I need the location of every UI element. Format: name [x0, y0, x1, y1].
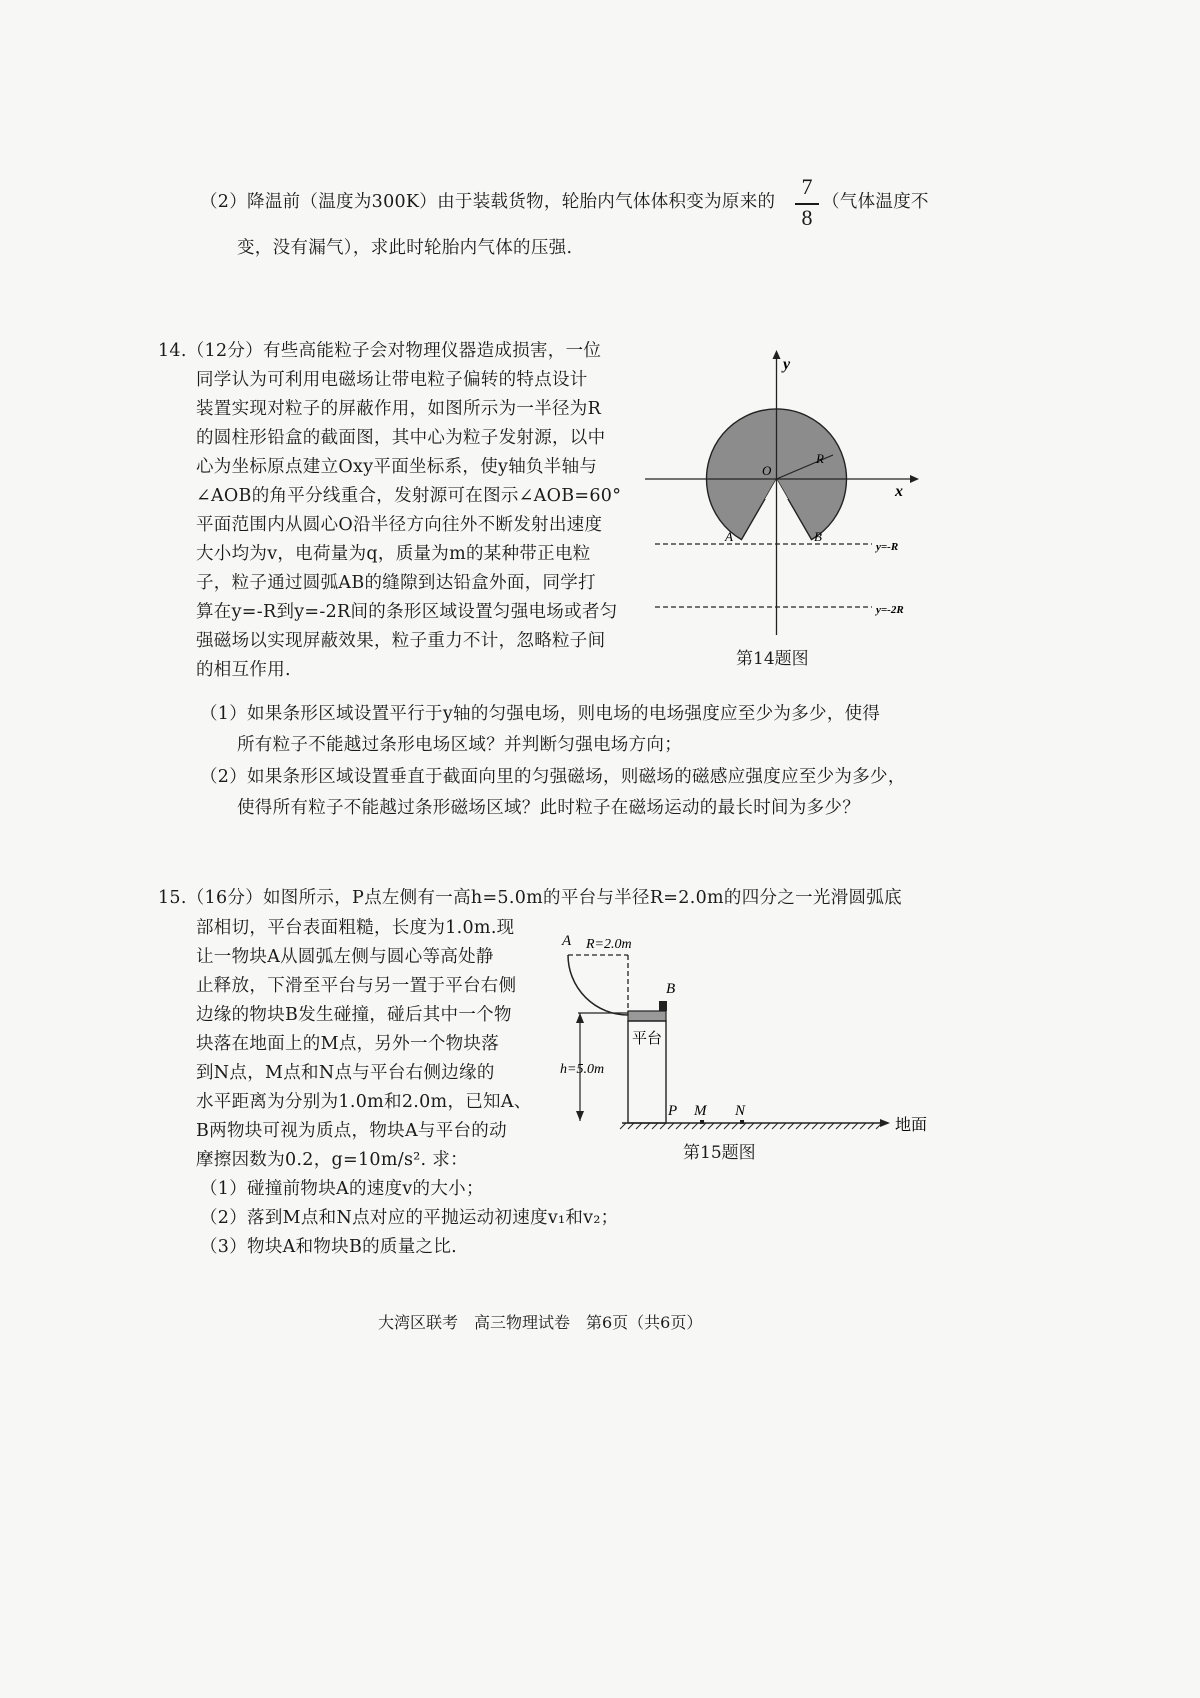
q15-line: 摩擦因数为0.2，g=10m/s². 求：: [196, 1150, 468, 1170]
q15-sub1: （1）碰撞前物块A的速度v的大小；: [200, 1179, 484, 1199]
label-a: A: [725, 529, 733, 544]
q13-part2-line1-tail: （气体温度不: [822, 192, 929, 212]
q14-sub1-line1: （1）如果条形区域设置平行于y轴的匀强电场，则电场的电场强度应至少为多少，使得: [200, 704, 881, 724]
q14-line: 心为坐标原点建立Oxy平面坐标系，使y轴负半轴与: [196, 457, 598, 477]
label-x: x: [895, 483, 903, 500]
q14-line: 强磁场以实现屏蔽效果，粒子重力不计，忽略粒子间: [196, 631, 606, 651]
q14-sub2-line1: （2）如果条形区域设置垂直于截面向里的匀强磁场，则磁场的磁感应强度应至少为多少，: [200, 767, 906, 787]
mark-m: [700, 1120, 704, 1124]
label-y-minus-r: y=-R: [876, 541, 899, 553]
q14-sub1-line2: 所有粒子不能越过条形电场区域？并判断匀强电场方向；: [237, 735, 682, 755]
page-footer: 大湾区联考 高三物理试卷 第6页（共6页）: [378, 1313, 703, 1332]
q15-line: B两物块可视为质点，物块A与平台的动: [196, 1121, 507, 1141]
q14-sub2-line2: 使得所有粒子不能越过条形磁场区域？此时粒子在磁场运动的最长时间为多少？: [237, 798, 860, 818]
q14-line: 同学认为可利用电磁场让带电粒子偏转的特点设计: [196, 370, 588, 390]
block-b: [659, 1001, 667, 1011]
q15-line: 让一物块A从圆弧左侧与圆心等高处静: [196, 947, 494, 967]
q14-line: 14.（12分）有些高能粒子会对物理仪器造成损害，一位: [158, 341, 602, 361]
label-b: B: [814, 529, 822, 544]
q13-part2-line2: 变，没有漏气），求此时轮胎内气体的压强.: [237, 238, 573, 258]
platform-rough-surface: [628, 1011, 666, 1021]
q14-line: 的相互作用.: [196, 660, 291, 680]
label-p: P: [668, 1103, 678, 1119]
label-h: h=5.0m: [560, 1062, 605, 1077]
height-arrow-bottom: [576, 1111, 584, 1121]
q14-line: 大小均为v，电荷量为q，质量为m的某种带正电粒: [196, 544, 591, 564]
label-a: A: [562, 933, 572, 949]
q15-line: 块落在地面上的M点，另外一个物块落: [196, 1034, 500, 1054]
q15-sub2: （2）落到M点和N点对应的平抛运动初速度v₁和v₂；: [200, 1208, 619, 1228]
height-arrow-top: [576, 1013, 584, 1023]
y-axis-arrow: [773, 350, 781, 359]
label-b: B: [666, 981, 676, 997]
q14-line: 的圆柱形铅盒的截面图，其中心为粒子发射源，以中: [196, 428, 606, 448]
q14-figure: [640, 345, 930, 640]
q15-line: 止释放，下滑至平台与另一置于平台右侧: [196, 976, 517, 996]
quarter-arc: [568, 955, 628, 1015]
q14-line: 子，粒子通过圆弧AB的缝隙到达铅盒外面，同学打: [196, 573, 596, 593]
label-y: y: [783, 356, 791, 373]
q14-line: 算在y=-R到y=-2R间的条形区域设置匀强电场或者匀: [196, 602, 618, 622]
label-ground: 地面: [895, 1117, 928, 1134]
ground-arrow: [880, 1119, 890, 1127]
fraction-numerator: 7: [801, 174, 813, 199]
q14-line: 装置实现对粒子的屏蔽作用，如图所示为一半径为R: [196, 399, 602, 419]
label-r: R: [816, 451, 824, 466]
label-y-minus-2r: y=-2R: [876, 604, 904, 616]
label-n: N: [735, 1103, 746, 1119]
q14-line: 平面范围内从圆心O沿半径方向往外不断发射出速度: [196, 515, 603, 535]
q15-line: 到N点，M点和N点与平台右侧边缘的: [196, 1063, 495, 1083]
mark-n: [740, 1120, 744, 1124]
q15-line: 边缘的物块B发生碰撞，碰后其中一个物: [196, 1005, 512, 1025]
q15-sub3: （3）物块A和物块B的质量之比.: [200, 1237, 457, 1257]
q15-line: 部相切，平台表面粗糙，长度为1.0m.现: [196, 918, 515, 938]
q15-figure: [550, 925, 940, 1150]
label-m: M: [694, 1103, 707, 1119]
x-axis-arrow: [910, 475, 919, 483]
q13-part2-line1: （2）降温前（温度为300K）由于装载货物，轮胎内气体体积变为原来的: [200, 192, 776, 212]
ground-hatch: [620, 1123, 882, 1129]
q14-line: ∠AOB的角平分线重合，发射源可在图示∠AOB=60°: [196, 486, 622, 506]
label-platform: 平台: [632, 1031, 663, 1047]
label-o: O: [762, 463, 772, 478]
label-radius: R=2.0m: [586, 937, 632, 952]
q14-figure-caption: 第14题图: [736, 649, 809, 669]
q15-line: 水平距离为分别为1.0m和2.0m，已知A、: [196, 1092, 532, 1112]
q15-figure-caption: 第15题图: [683, 1143, 756, 1163]
fraction-denominator: 8: [801, 205, 813, 230]
q15-line-first: 15.（16分）如图所示，P点左侧有一高h=5.0m的平台与半径R=2.0m的四分之一光滑圆弧底: [158, 888, 902, 908]
